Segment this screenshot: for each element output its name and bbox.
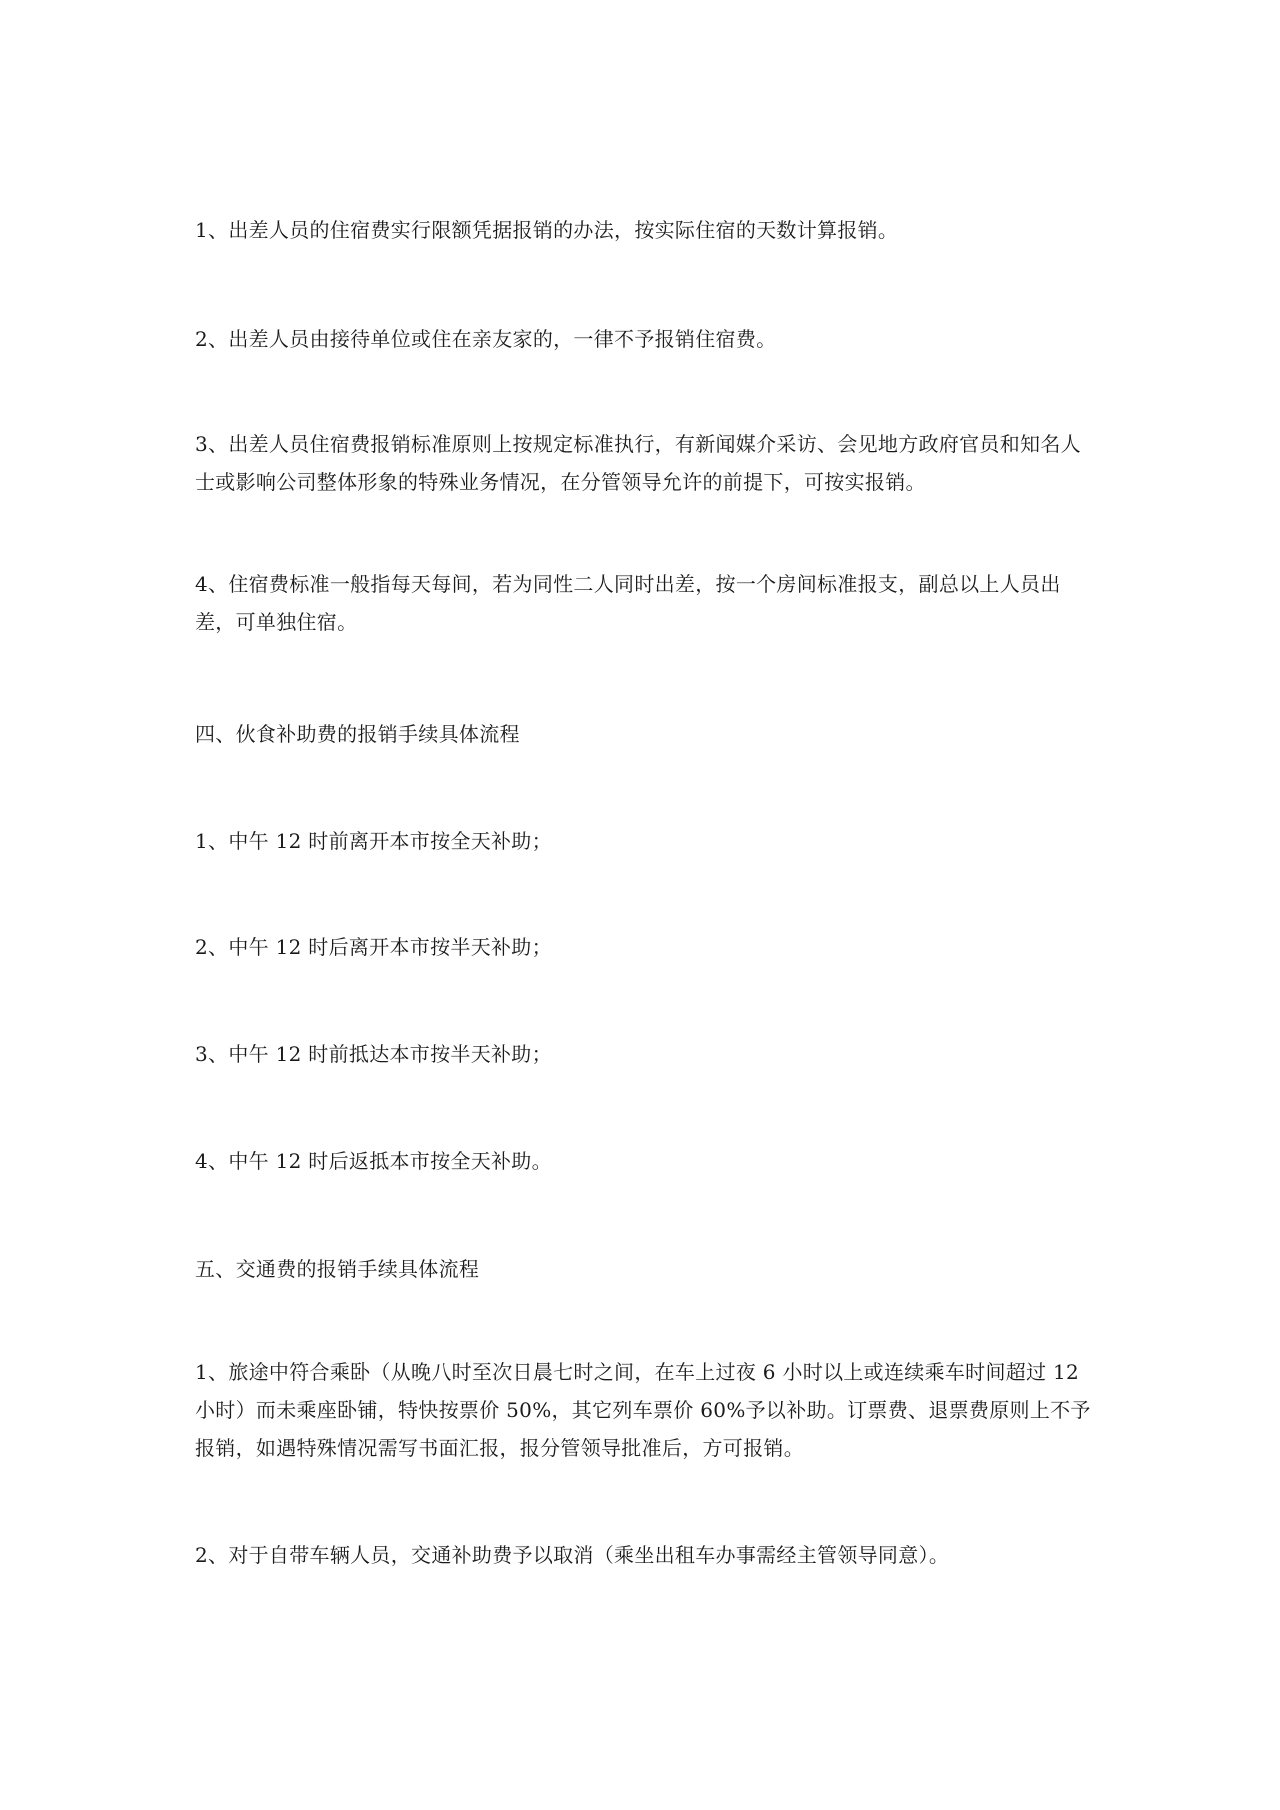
transport-item-1: 1、旅途中符合乘卧（从晚八时至次日晨七时之间，在车上过夜 6 小时以上或连续乘车时间超过 12 小时）而未乘座卧铺，特快按票价 50%，其它列车票价 60%予以补助。订票费、退票费原则上不予报销，如遇特殊情况需写书面汇报，报分管领导批准后，方可报销。 [195,1360,1091,1460]
meal-item-2: 2、中午 12 时后离开本市按半天补助； [195,935,552,959]
transport-section-heading: 五、交通费的报销手续具体流程 [195,1257,480,1281]
meal-section-heading: 四、伙食补助费的报销手续具体流程 [195,722,520,746]
meal-item-4: 4、中午 12 时后返抵本市按全天补助。 [195,1149,552,1173]
meal-item-3: 3、中午 12 时前抵达本市按半天补助； [195,1042,552,1066]
lodging-item-2: 2、出差人员由接待单位或住在亲友家的，一律不予报销住宿费。 [195,327,777,351]
lodging-item-4: 4、住宿费标准一般指每天每间，若为同性二人同时出差，按一个房间标准报支，副总以上人员出差，可单独住宿。 [195,572,1061,634]
meal-item-1: 1、中午 12 时前离开本市按全天补助； [195,829,552,853]
lodging-item-1: 1、出差人员的住宿费实行限额凭据报销的办法，按实际住宿的天数计算报销。 [195,218,899,242]
lodging-item-3: 3、出差人员住宿费报销标准原则上按规定标准执行，有新闻媒介采访、会见地方政府官员和知名人士或影响公司整体形象的特殊业务情况，在分管领导允许的前提下，可按实报销。 [195,432,1081,494]
transport-item-2: 2、对于自带车辆人员，交通补助费予以取消（乘坐出租车办事需经主管领导同意）。 [195,1543,950,1567]
